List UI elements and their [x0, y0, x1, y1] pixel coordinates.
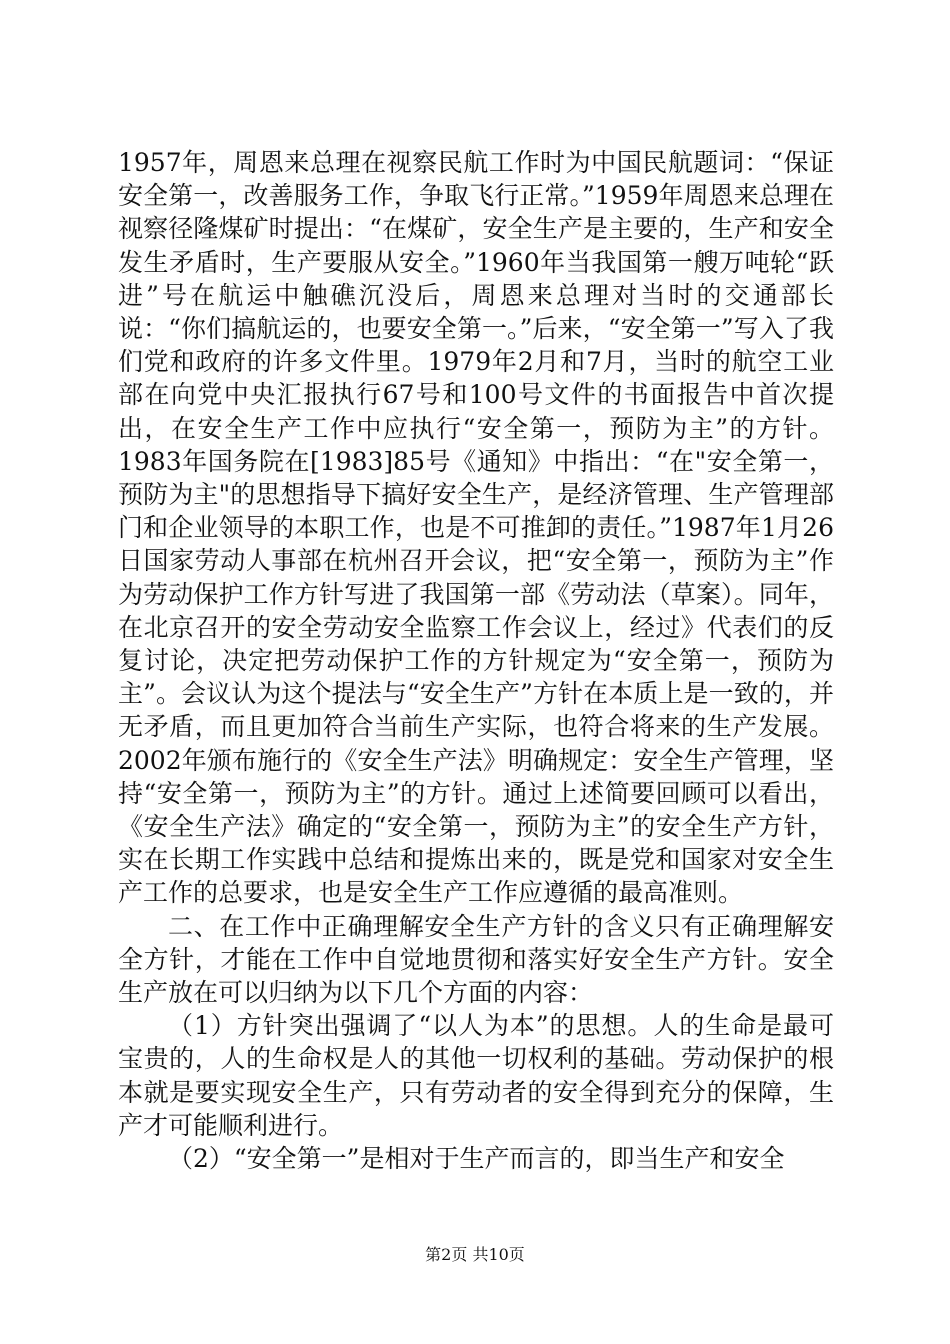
page-number-footer: 第2页 共10页 — [425, 1245, 525, 1264]
paragraph-history: 1957年，周恩来总理在视察民航工作时为中国民航题词：“保证安全第一，改善服务工作，争取飞行正常。”1959年周恩来总理在视察径隆煤矿时提出：“在煤矿，安全生产是主要的，生产和安全发生矛盾时，生产要服从安全。”1960年当我国第一艘万吨轮“跃进”号在航运中触礁沉没后，周恩来总理对当时的交通部长说：“你们搞航运的，也要安全第一。”后来，“安全第一”写入了我们党和政府的许多文件里。1979年2月和7月，当时的航空工业部在向党中央汇报执行67号和100号文件的书面报告中首次提出，在安全生产工作中应执行“安全第一，预防为主”的方针。1983年国务院在[1983]85号《通知》中指出：“在"安全第一，预防为主"的思想指导下搞好安全生产，是经济管理、生产管理部门和企业领导的本职工作，也是不可推卸的责任。”1987年1月26日国家劳动人事部在杭州召开会议，把“安全第一，预防为主”作为劳动保护工作方针写进了我国第一部《劳动法（草案）。同年，在北京召开的安全劳动安全监察工作会议上，经过》代表们的反复讨论，决定把劳动保护工作的方针规定为“安全第一，预防为主”。会议认为这个提法与“安全生产”方针在本质上是一致的，并无矛盾，而且更加符合当前生产实际，也符合将来的生产发展。2002年颁布施行的《安全生产法》明确规定：安全生产管理，坚持“安全第一，预防为主”的方针。通过上述简要回顾可以看出，《安全生产法》确定的“安全第一，预防为主”的安全生产方针，实在长期工作实践中总结和提炼出来的，既是党和国家对安全生产工作的总要求，也是安全生产工作应遵循的最高准则。 — [118, 148, 834, 908]
paragraph-point-two: （2）“安全第一”是相对于生产而言的，即当生产和安全 — [168, 1144, 785, 1174]
paragraph-point-one: （1）方针突出强调了“以人为本”的思想。人的生命是最可宝贵的，人的生命权是人的其他一切权利的基础。劳动保护的根本就是要实现安全生产，只有劳动者的安全得到充分的保障，生产才可能顺利进行。 — [118, 1011, 834, 1140]
document-body — [118, 146, 834, 1175]
paragraph-section-two: 二、在工作中正确理解安全生产方针的含义只有正确理解安全方针，才能在工作中自觉地贯彻和落实好安全生产方针。安全生产放在可以归纳为以下几个方面的内容： — [118, 911, 834, 1008]
